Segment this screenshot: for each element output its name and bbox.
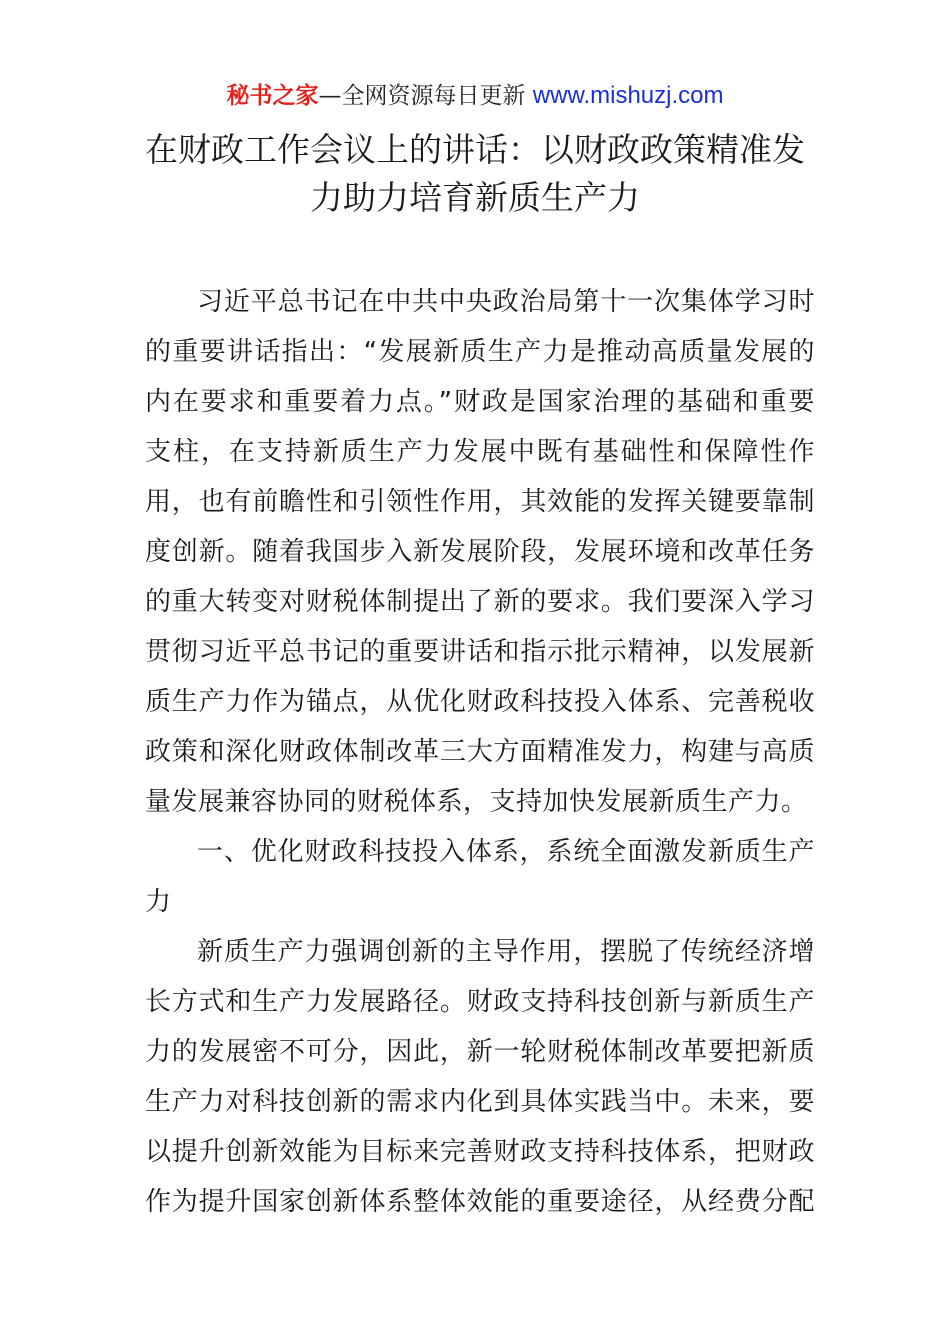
body-line: 质生产力作为锚点，从优化财政科技投入体系、完善税收 <box>145 687 815 717</box>
body-line: 生产力对科技创新的需求内化到具体实践当中。未来，要 <box>145 1087 815 1117</box>
section-heading-continuation: 力 <box>145 887 172 917</box>
body-line: 支柱，在支持新质生产力发展中既有基础性和保障性作 <box>145 437 815 467</box>
body-line: 新质生产力强调创新的主导作用，摆脱了传统经济增 <box>197 937 815 967</box>
body-line: 以提升创新效能为目标来完善财政支持科技体系，把财政 <box>145 1137 815 1167</box>
title-line-2: 力助力培育新质生产力 <box>310 178 640 217</box>
brand-name: 秘书之家 <box>226 83 319 109</box>
body-line: 用，也有前瞻性和引领性作用，其效能的发挥关键要靠制 <box>145 487 815 517</box>
site-url-link[interactable]: www.mishuzj.com <box>532 82 724 109</box>
body-line: 长方式和生产力发展路径。财政支持科技创新与新质生产 <box>145 987 815 1017</box>
document-body <box>145 277 815 1227</box>
body-line: 贯彻习近平总书记的重要讲话和指示批示精神，以发展新 <box>145 637 815 667</box>
body-line: 度创新。随着我国步入新发展阶段，发展环境和改革任务 <box>145 537 815 567</box>
body-line: 的重大转变对财税体制提出了新的要求。我们要深入学习 <box>145 587 815 617</box>
body-line: 作为提升国家创新体系整体效能的重要途径，从经费分配 <box>145 1187 815 1217</box>
section-heading: 一、优化财政科技投入体系，系统全面激发新质生产 <box>197 837 815 867</box>
body-line: 的重要讲话指出：“发展新质生产力是推动高质量发展的 <box>145 337 815 367</box>
body-line: 力的发展密不可分，因此，新一轮财税体制改革要把新质 <box>145 1037 815 1067</box>
header-tagline: —全网资源每日更新 <box>318 83 533 109</box>
title-line-1: 在财政工作会议上的讲话：以财政政策精准发 <box>145 130 805 169</box>
body-line: 内在要求和重要着力点。”财政是国家治理的基础和重要 <box>145 387 815 417</box>
document-title <box>120 126 830 222</box>
body-line: 政策和深化财政体制改革三大方面精准发力，构建与高质 <box>145 737 815 767</box>
site-header <box>0 80 950 112</box>
body-line: 习近平总书记在中共中央政治局第十一次集体学习时 <box>197 287 815 317</box>
body-line: 量发展兼容协同的财税体系，支持加快发展新质生产力。 <box>145 787 808 817</box>
